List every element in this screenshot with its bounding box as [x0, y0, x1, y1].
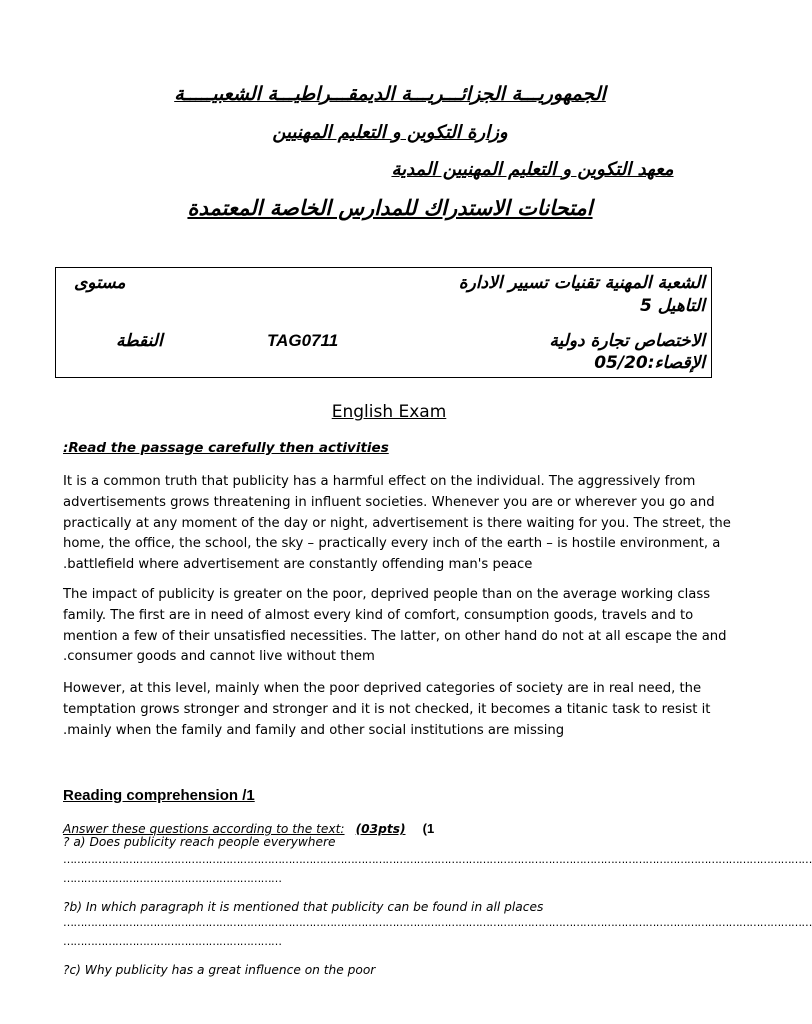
elimination-threshold: الإقصاء:05/20 [594, 353, 705, 373]
passage-paragraph-3 [63, 679, 713, 741]
grade-label: النقطة [116, 331, 163, 351]
module-code: TAG0711 [267, 331, 339, 350]
passage-line: The impact of publicity is greater on the poor, deprived people than on the average working class [63, 587, 711, 602]
qualification-level: التاهيل 5 [640, 296, 705, 316]
answer-line-b2[interactable]: ……………………………………………………… [63, 935, 282, 948]
republic-heading: الجمهوريـــة الجزائـــريـــة الديمقـــراطيـــة الشعبيـــــة [174, 83, 606, 105]
task-instruction: Answer these questions according to the text: [63, 822, 345, 836]
comprehension-heading: Reading comprehension /1 [63, 787, 255, 804]
reading-instruction: :Read the passage carefully then activities [63, 440, 389, 456]
specialty-label: الاختصاص تجارة دولية [549, 331, 705, 351]
answer-line-b1[interactable]: ……………………………………………………………………………………………………………………………………………………………………………………………… [63, 916, 812, 929]
passage-line: temptation grows stronger and stronger and it is not checked, it becomes a titanic task to resist it [63, 701, 711, 717]
passage-line: .consumer goods and cannot live without them [63, 649, 375, 665]
task-number: (1 [422, 821, 435, 836]
passage-paragraph-1 [63, 472, 731, 576]
exam-info-box [55, 267, 712, 378]
level-label: مستوى [74, 273, 126, 293]
ministry-heading: وزارة التكوين و التعليم المهنيين [272, 122, 508, 143]
exam-session-title: امتحانات الاستدراك للمدارس الخاصة المعتمدة [187, 196, 593, 220]
question-a: ? a) Does publicity reach people everywhere [63, 835, 336, 849]
passage-line: However, at this level, mainly when the poor deprived categories of society are in real need, the [63, 681, 702, 696]
branch-label: الشعبة المهنية تقنيات تسيير الادارة [458, 273, 705, 293]
passage-line: advertisements grows threatening in influent societies. Whenever you are or wherever you go and [63, 494, 715, 510]
answer-line-a2[interactable]: ……………………………………………………… [63, 872, 282, 885]
passage-line: .mainly when the family and family and other social institutions are missing [63, 722, 565, 738]
institute-heading: معهد التكوين و التعليم المهنيين المدية [391, 159, 674, 180]
passage-line: family. The first are in need of almost every kind of comfort, consumption goods, travels and to [63, 607, 694, 623]
passage-line: .battlefield where advertisement are constantly offending man's peace [63, 557, 533, 573]
passage-line: home, the office, the school, the sky – practically every inch of the earth – is hostile environment, a [63, 536, 721, 552]
passage-line: practically at any moment of the day or night, advertisement is there waiting for you. The street, the [63, 515, 731, 531]
question-c: ?c) Why publicity has a great influence on the poor [63, 963, 376, 977]
answer-line-a1[interactable]: ……………………………………………………………………………………………………………………………………………………………………………………………… [63, 853, 812, 866]
exam-title: English Exam [331, 402, 447, 422]
passage-paragraph-2 [63, 585, 727, 668]
task-points: (03pts) [355, 822, 406, 836]
question-b: ?b) In which paragraph it is mentioned that publicity can be found in all places [63, 900, 544, 914]
passage-line: mention a few of their unsatisfied necessities. The latter, on other hand do not at all escape the and [63, 628, 727, 644]
passage-line: It is a common truth that publicity has a harmful effect on the individual. The aggressively from [63, 474, 696, 489]
